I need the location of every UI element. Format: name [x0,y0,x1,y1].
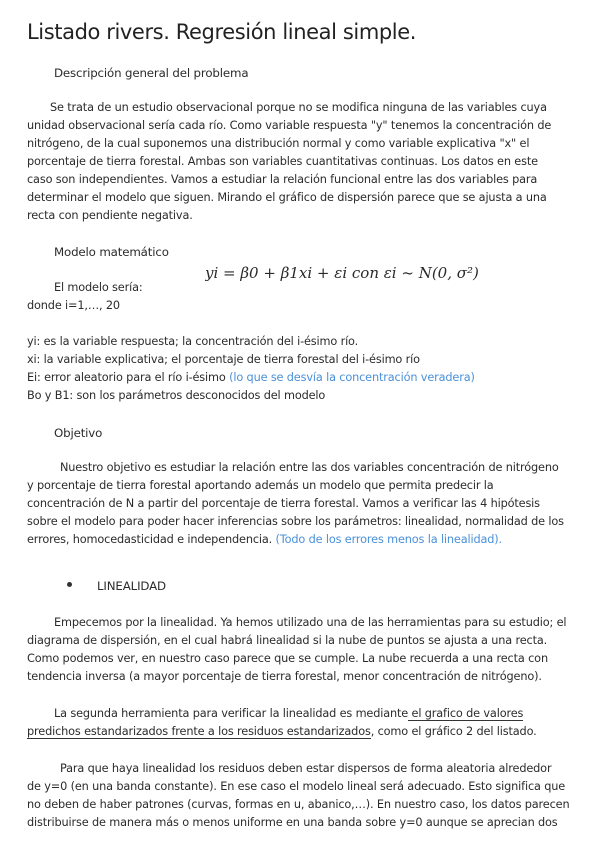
linealidad-p3-line: no deben de haber patrones (curvas, formas en u, abanico,…). En nuestro caso, los datos parecen [27,798,570,811]
linealidad-p2-underlined: predichos estandarizados frente a los residuos estandarizados [27,725,371,738]
objetivo-line: concentración de N a partir del porcentaje de tierra forestal. Vamos a verificar las 4 hipótesis [27,497,540,510]
linealidad-p2-underlined: el grafico de valores [408,707,524,720]
heading-linealidad: LINEALIDAD [97,579,166,593]
linealidad-p2-text: , como el gráfico 2 del listado. [370,725,537,738]
definition-yi: yi: es la variable respuesta; la concentración del i-ésimo río. [27,335,359,348]
bullet-icon [67,582,72,587]
heading-objetivo: Objetivo [54,426,103,440]
objetivo-line: Nuestro objetivo es estudiar la relación entre las dos variables concentración de nitrógeno [60,461,559,474]
formula-text: yi = β0 + β1xi + εi con εi ~ N(0, σ²) [205,264,479,282]
objetivo-line: y porcentaje de tierra forestal aportando además un modelo que permita predecir la [27,479,494,492]
objetivo-line: sobre el modelo para poder hacer inferencias sobre los parámetros: linealidad, normalidad de los [27,515,564,528]
page-title: Listado rivers. Regresión lineal simple. [27,20,417,44]
linealidad-p1-line: tendencia inversa (a mayor porcentaje de tierra forestal, menor concentración de nitrógeno). [27,670,542,683]
descripcion-line: Se trata de un estudio observacional porque no se modifica ninguna de las variables cuya [50,101,547,114]
descripcion-line: nitrógeno, de la cual suponemos una distribución normal y como variable explicativa "x" el [27,137,530,150]
objetivo-note: (Todo de los errores menos la linealidad). [275,533,502,546]
linealidad-p3-line: distribuirse de manera más o menos uniforme en una banda sobre y=0 aunque se aprecian dos [27,816,558,829]
linealidad-p2-text: La segunda herramienta para verificar la linealidad es mediante [54,707,409,720]
definition-ei-text: Ei: error aleatorio para el río i-ésimo [27,371,230,384]
descripcion-line: recta con pendiente negativa. [27,209,193,222]
definition-params: Bo y B1: son los parámetros desconocidos del modelo [27,389,326,402]
descripcion-line: caso son independientes. Vamos a estudiar la relación funcional entre las dos variables para [27,173,538,186]
modelo-intro: El modelo sería: [54,281,143,294]
linealidad-p1-line: Como podemos ver, en nuestro caso parece que se cumple. La nube recuerda a una recta con [27,652,548,665]
heading-descripcion: Descripción general del problema [54,66,249,80]
definition-xi: xi: la variable explicativa; el porcentaje de tierra forestal del i-ésimo río [27,353,420,366]
modelo-donde: donde i=1,…, 20 [27,299,120,312]
linealidad-p2-line [54,705,523,723]
linealidad-p1-line: Empecemos por la linealidad. Ya hemos utilizado una de las herramientas para su estudio; el [54,616,567,629]
heading-modelo: Modelo matemático [54,245,169,259]
handwritten-formula [205,262,495,284]
linealidad-p3-line: de y=0 (en una banda constante). En ese caso el modelo lineal será adecuado. Esto significa que [27,780,566,793]
descripcion-line: determinar el modelo que siguen. Mirando el gráfico de dispersión parece que se ajusta a una [27,191,547,204]
objetivo-last-text: errores, homocedasticidad e independencia. [27,533,276,546]
definition-ei [27,369,475,387]
linealidad-p2-line [27,723,537,741]
linealidad-p3-line: Para que haya linealidad los residuos deben estar dispersos de forma aleatoria alrededor [60,762,552,775]
objetivo-last-line [27,531,502,549]
descripcion-line: porcentaje de tierra forestal. Ambas son variables cuantitativas continuas. Los datos en este [27,155,538,168]
definition-ei-note: (lo que se desvía la concentración veradera) [229,371,475,384]
descripcion-line: unidad observacional sería cada río. Como variable respuesta "y" tenemos la concentración de [27,119,552,132]
linealidad-p1-line: diagrama de dispersión, en el cual habrá linealidad si la nube de puntos se ajusta a una recta. [27,634,548,647]
